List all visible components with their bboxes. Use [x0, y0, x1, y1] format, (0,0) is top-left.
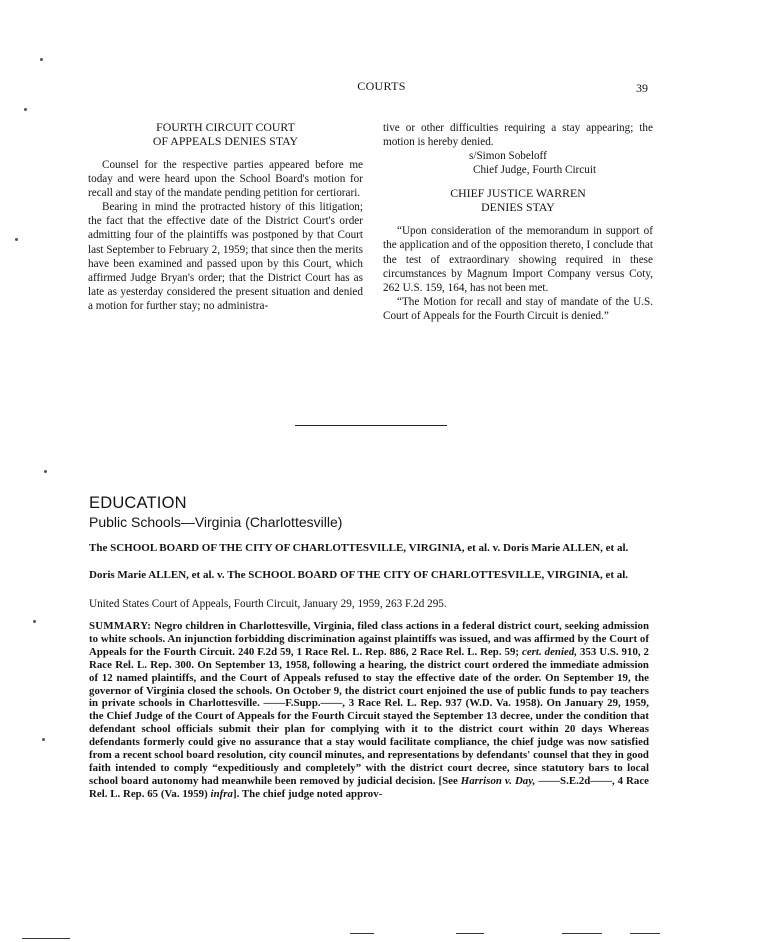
case-title: Doris Marie ALLEN, et al. v. The SCHOOL BOARD OF THE CITY OF CHARLOTTESVILLE, VIRGINIA, et al.: [89, 569, 629, 581]
scan-rule: [22, 938, 70, 939]
summary-cert: cert. denied,: [521, 645, 578, 658]
paragraph: Counsel for the respective parties appeared before me today and were heard upon the School Board's motion for recall and stay of the mandate pending petition for certiorari.: [88, 159, 363, 200]
paragraph: Bearing in mind the protracted history of this litigation; the fact that the effective date of the District Court's order admitting four of the plaintiffs was postponed by that Court last September to February 2, 1959; that since then the merits have been examined and passed upon by this Court, which affirmed Judge Bryan's order; that the District Court has as late as yesterday considered the present situation and denied a motion for further stay; no administra-: [88, 201, 363, 312]
running-head: COURTS: [357, 79, 406, 93]
scan-mark: [44, 470, 47, 473]
scan-mark: [40, 58, 43, 61]
summary-label: SUMMARY:: [89, 620, 152, 632]
summary-case-citation: Harrison v. Day,: [460, 774, 536, 787]
heading-line: CHIEF JUSTICE WARREN: [450, 186, 586, 201]
summary-paragraph: [89, 620, 649, 801]
scan-rule: [630, 933, 660, 934]
court-citation: United States Court of Appeals, Fourth Circuit, January 29, 1959, 263 F.2d 295.: [89, 598, 447, 610]
heading-line: DENIES STAY: [481, 199, 555, 214]
paragraph: “The Motion for recall and stay of mandate of the U.S. Court of Appeals for the Fourth Circuit is denied.”: [383, 295, 653, 322]
paragraph-continuation: tive or other difficulties requiring a stay appearing; the motion is hereby denied.: [383, 122, 653, 149]
case-title: The SCHOOL BOARD OF THE CITY OF CHARLOTTESVILLE, VIRGINIA, et al. v. Doris Marie ALLEN, et al.: [89, 542, 629, 554]
summary-text: Negro children in Charlottesville, Virginia, filed class actions in a federal district court, seeking admission to white schools. An injunction forbidding discrimination against plaintiffs was issued, and was affirmed by the Court of Appeals for the Fourth Circuit. 240 F.2d 59, 1 Race Rel. L. Rep. 886, 2 Race Rel. L. Rep. 59;: [89, 620, 649, 658]
scan-mark: [24, 108, 27, 111]
signature-title: Chief Judge, Fourth Circuit: [473, 164, 597, 177]
page-number: 39: [636, 81, 648, 95]
summary-text: 353 U.S. 910, 2 Race Rel. L. Rep. 300. On September 13, 1958, following a hearing, the district court ordered the immediate admission of 12 named plaintiffs, and the Court of Appeals refused to stay the effective date of the order. On September 19, the governor of Virginia closed the schools. On October 9, the district court enjoined the use of public funds to pay teachers in private schools in Charlottesville. ——F.Supp.——, 3 Race Rel. L. Rep. 937 (W.D. Va. 1958). On January 29, 1959, the Chief Judge of the Court of Appeals for the Fourth Circuit stayed the September 13 decree, under the condition that defendant school officials submit their plan for complying with it to the district court within 20 days Whereas defendants formerly could give no assurance that a stay would facilitate compliance, the chief judge was now satisfied from a recent school board resolution, city council minutes, and representations by defendants' counsel that they in good faith intended to comply “expeditiously and completely” with the district court decree, since statutory bars to local school board autonomy had meanwhile been removed by judicial decision. [See: [89, 645, 650, 787]
heading-line: OF APPEALS DENIES STAY: [152, 133, 299, 148]
scan-rule: [456, 933, 484, 934]
left-column: [88, 121, 363, 313]
signature-name: s/Simon Sobeloff: [469, 150, 547, 163]
scan-mark: [15, 238, 18, 241]
heading-line: FOURTH CIRCUIT COURT: [156, 120, 295, 134]
section-title: EDUCATION: [89, 494, 187, 512]
scan-mark: [42, 738, 45, 741]
summary-infra: infra: [210, 787, 233, 800]
fourth-circuit-heading: [88, 121, 363, 148]
scan-rule: [562, 933, 602, 934]
scan-mark: [33, 620, 36, 623]
paragraph: “Upon consideration of the memorandum in support of the application and of the opposition thereto, I conclude that the test of extraordinary showing required in these circumstances by Magnum Import Company versus Coty, 262 U.S. 159, 164, has not been met.: [383, 225, 653, 294]
warren-heading: [383, 187, 653, 214]
scan-rule: [350, 933, 374, 934]
summary-text: ——S.E.2d——, 4 Race Rel. L. Rep. 65 (Va. 1959): [89, 774, 650, 800]
summary-text: ]. The chief judge noted approv-: [232, 787, 383, 800]
right-column: [383, 121, 653, 323]
section-divider: [295, 425, 447, 426]
section-subtitle: Public Schools—Virginia (Charlottesville): [89, 514, 343, 530]
